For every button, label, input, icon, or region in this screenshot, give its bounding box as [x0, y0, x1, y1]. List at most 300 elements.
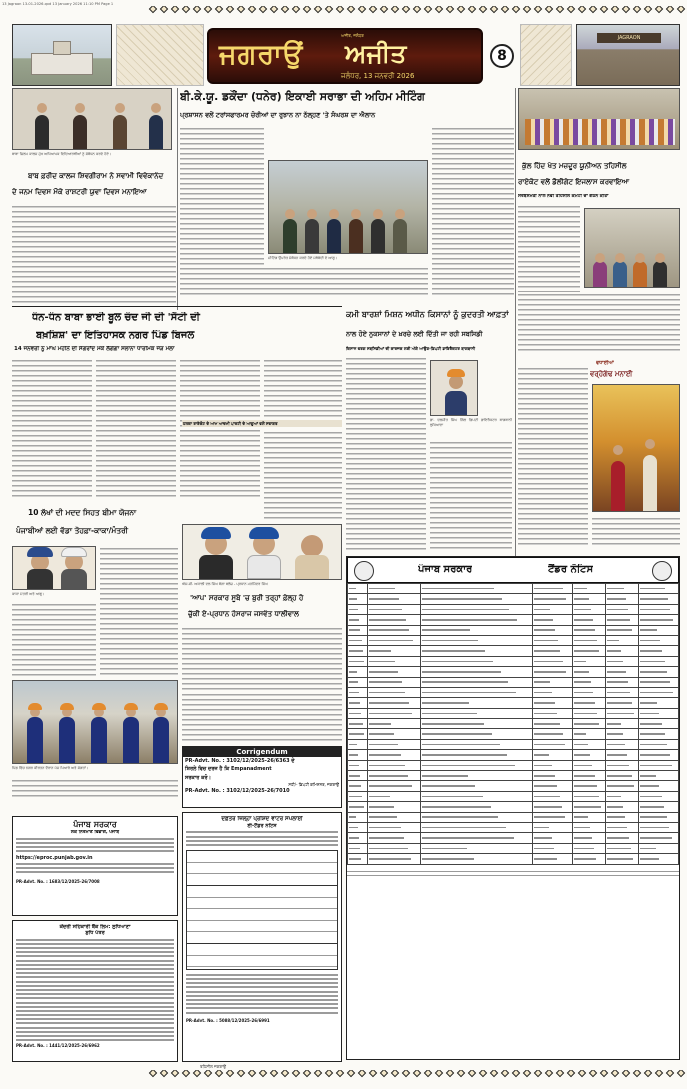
tender-cell — [367, 791, 420, 801]
tender-cell-text — [349, 816, 356, 818]
tender-cell-text — [349, 713, 361, 715]
tender-cell-text — [534, 848, 554, 850]
tender-cell — [606, 760, 639, 770]
tender-cell — [367, 812, 420, 822]
tender-cell-text — [349, 702, 360, 704]
tender-cell-text — [422, 775, 468, 777]
tender-cell — [573, 729, 606, 739]
tender-cell — [420, 594, 533, 604]
lead-subhead: ਪ੍ਰਸ਼ਾਸਨ ਵਲੋਂ ਟਰਾਂਸਫਾਰਮਰ ਚੋਰੀਆਂ ਦਾ ਰੁਝਾਨ ਨਾ ਠੱਲ੍ਹਣ 'ਤੇ ਸੰਘਰਸ਼ ਦਾ ਐਲਾਨ — [180, 111, 376, 119]
tender-cell — [533, 646, 573, 656]
tender-cell — [420, 677, 533, 687]
tender-cell-text — [574, 661, 586, 663]
tender-cell-text — [369, 671, 398, 673]
tender-cell-text — [574, 681, 591, 683]
tender-left-title: ਪੰਜਾਬ ਸਰਕਾਰ — [418, 564, 473, 575]
bottom-left-ad-footer: PR-Advt. No. : 1683/12/2025-26/7008 — [16, 879, 100, 885]
pwd-seal-icon — [652, 561, 672, 581]
tender-cell — [420, 635, 533, 645]
tender-cell — [420, 781, 533, 791]
tender-cell-text — [607, 692, 630, 694]
tender-cell-text — [422, 858, 475, 860]
tender-cell — [639, 760, 679, 770]
tender-cell-text — [534, 775, 554, 777]
aap-photo-caption: ਐਸ.ਸੀ. ਅਕਾਲੀ ਦਲ ਸਿੰਘ ਬੱਗਾ ਬਲੋਜ਼ - ਪ੍ਰਧਾਨ ਮਨਜਿੰਦਰ ਸਿੰਘ — [182, 582, 268, 586]
tender-cell — [606, 604, 639, 614]
tender-cell — [606, 739, 639, 749]
tender-cell-text — [607, 744, 625, 746]
tender-cell-text — [640, 692, 672, 694]
tender-cell — [367, 656, 420, 666]
tender-cell — [420, 625, 533, 635]
tender-cell — [573, 625, 606, 635]
tender-cell-text — [349, 806, 364, 808]
tender-cell-text — [349, 629, 360, 631]
tender-cell — [420, 584, 533, 594]
scan-header: 13 Jagraon 13-01-2026.qxd 13 January 2026 11:10 PM Page 1 — [2, 2, 114, 6]
union-subhead: ਸਰਬਸੰਮਤੀ ਨਾਲ ਨਵੀਂ ਤਹਿਸੀਲ ਕਮੇਟੀ ਦਾ ਗਠਨ ਕੀਤਾ — [518, 194, 609, 199]
tender-cell — [348, 739, 368, 749]
bottom-left-ad-title: ਪੰਜਾਬ ਸਰਕਾਰ — [73, 820, 117, 829]
tender-cell-text — [640, 775, 656, 777]
tender-cell-text — [534, 661, 563, 663]
tender-cell-text — [574, 806, 601, 808]
tender-cell — [606, 708, 639, 718]
tender-table — [347, 583, 679, 865]
tender-cell — [348, 771, 368, 781]
kisan-officer-caption: ਡਾ. ਦਲਜੀਤ ਸਿੰਘ ਗਿੱਲ ਡਿਪਟੀ ਡਾਇਰੈਕਟਰ ਬਾਗਬਾਨੀ ਲੁਧਿਆਣਾ — [430, 418, 512, 427]
column-rule-left — [177, 88, 178, 310]
tender-cell — [606, 615, 639, 625]
tender-cell-text — [534, 629, 555, 631]
tender-row — [348, 708, 679, 718]
tender-cell-text — [574, 588, 587, 590]
tender-cell — [639, 781, 679, 791]
tender-cell — [533, 719, 573, 729]
tender-cell — [639, 750, 679, 760]
tender-cell — [348, 698, 368, 708]
tender-cell — [367, 698, 420, 708]
tender-cell-text — [640, 588, 665, 590]
tender-cell-text — [574, 837, 592, 839]
tender-cell-text — [607, 785, 633, 787]
tender-cell-text — [369, 598, 399, 600]
decorative-bottom-border — [0, 1070, 687, 1089]
tender-cell — [420, 750, 533, 760]
tender-cell-text — [534, 816, 564, 818]
tender-cell — [420, 698, 533, 708]
tender-cell — [348, 667, 368, 677]
tender-cell — [420, 615, 533, 625]
bottom-mid-ad — [182, 812, 342, 1062]
tender-cell — [533, 854, 573, 864]
tender-cell-text — [349, 609, 358, 611]
tender-cell — [639, 708, 679, 718]
tender-cell — [367, 843, 420, 853]
kisan-subhead-2: ਕਿਸਾਨ ਵਰਗ ਸਬਸਿਡੀਆਂ ਦੀ ਕਾਰਜਕ ਲਈ ਅੱਗੇ ਆਉਣ-ਡਿਪਟੀ ਡਾਇਰੈਕਟਰ ਬਾਗਬਾਨੀ — [346, 346, 476, 351]
tender-cell-text — [534, 723, 560, 725]
tender-cell — [348, 656, 368, 666]
tender-cell — [348, 854, 368, 864]
tender-cell — [573, 781, 606, 791]
tender-cell — [573, 635, 606, 645]
tender-cell-text — [574, 827, 590, 829]
tender-cell — [348, 625, 368, 635]
tender-cell-text — [349, 827, 358, 829]
tender-cell-text — [607, 702, 632, 704]
tender-cell-text — [349, 661, 364, 663]
tender-row — [348, 750, 679, 760]
aap-body-bottom — [182, 626, 342, 690]
tender-cell — [420, 771, 533, 781]
kisan-officer-photo — [430, 360, 478, 416]
lead-headline: ਬੀ.ਕੇ.ਯੂ. ਡਕੌਂਦਾ (ਧਨੇਰ) ਇਕਾਈ ਸਰਾਭਾ ਦੀ ਅਹਿਮ ਮੀਟਿੰਗ — [180, 90, 425, 103]
tender-cell-text — [422, 827, 506, 829]
tender-cell-text — [574, 744, 588, 746]
tender-cell-text — [369, 692, 405, 694]
tender-cell — [639, 594, 679, 604]
tender-cell-text — [574, 858, 596, 860]
tender-cell-text — [640, 827, 669, 829]
tender-notice — [346, 556, 680, 1060]
tender-cell — [533, 625, 573, 635]
tender-cell-text — [534, 754, 549, 756]
corrigendum-footer: PR-Advt. No. : 3102/12/2025-26/7010 — [185, 787, 290, 794]
tender-cell-text — [534, 796, 559, 798]
tender-cell — [639, 635, 679, 645]
aap-body-top — [264, 430, 342, 522]
tender-row — [348, 635, 679, 645]
tender-cell-text — [349, 681, 358, 683]
tender-cell-text — [640, 796, 661, 798]
tender-cell-text — [422, 754, 507, 756]
college-headline-line1: ਬਾਬ ਫ਼ਰੀਦ ਕਾਲਜ ਸ਼ਿਵਗੀਰਾਮ ਨੇ ਸਵਾਮੀ ਵਿਵੇਕਾਨੰਦ — [28, 172, 164, 180]
tender-cell — [573, 822, 606, 832]
tender-cell-text — [607, 588, 624, 590]
tender-cell-text — [607, 796, 621, 798]
mid-body-4 — [264, 358, 342, 418]
tender-cell — [367, 594, 420, 604]
tender-cell-text — [534, 765, 552, 767]
college-photo-caption: ਬਾਬਾ ਸ਼ਿਲਪ ਕਾਲਜ ਮੁੱਖ ਅਧਿਆਪਕ ਵਿਦਿਆਰਥੀਆਂ ਨੂੰ ਸੰਬੋਧਨ ਕਰਦੇ ਹੋਏ। — [12, 152, 112, 156]
union-body — [518, 204, 580, 304]
tender-cell — [367, 771, 420, 781]
union-headline-line2: ਰਾਏਕੋਟ ਵਲੋਂ ਡੈਲੀਗੇਟ ਇਜਲਾਸ ਕਰਵਾਇਆ — [518, 178, 630, 186]
tender-cell-text — [422, 806, 491, 808]
tender-cell-text — [369, 744, 398, 746]
tender-cell — [606, 843, 639, 853]
tender-cell-text — [607, 837, 629, 839]
tender-cell-text — [369, 661, 395, 663]
tender-cell-text — [422, 713, 477, 715]
tender-cell — [420, 719, 533, 729]
union-headline-line1: ਕੁੱਲ ਹਿੰਦ ਖੇਤ ਮਜ਼ਦੂਰ ਯੂਨੀਅਨ ਤਹਿਸੀਲ — [522, 162, 627, 170]
tender-cell-text — [640, 837, 672, 839]
procession-photo — [12, 680, 178, 764]
tender-cell-text — [640, 681, 670, 683]
tender-cell-text — [422, 837, 514, 839]
masthead-left-photo — [12, 24, 112, 86]
tender-cell — [639, 646, 679, 656]
tender-cell-text — [369, 837, 404, 839]
tender-cell-text — [640, 640, 659, 642]
tender-cell — [348, 781, 368, 791]
tender-cell — [533, 677, 573, 687]
tender-cell — [533, 687, 573, 697]
college-headline-line2: ਦੇ ਜਨਮ ਦਿਵਸ ਮੌਕੇ ਰਾਸ਼ਟਰੀ ਯੁਵਾ ਦਿਵਸ ਮਨਾਇਆ — [12, 188, 147, 196]
tender-cell — [367, 760, 420, 770]
tender-cell-text — [607, 723, 621, 725]
tender-cell — [367, 719, 420, 729]
tender-cell — [367, 687, 420, 697]
tender-cell-text — [607, 640, 619, 642]
sports-photo-caption: ਕਾਕਾ ਮੰਤਰੀ ਅਤੇ ਆਗੂ। — [12, 592, 45, 596]
tender-cell — [533, 822, 573, 832]
tender-cell-text — [640, 650, 662, 652]
tender-cell — [573, 687, 606, 697]
tender-cell — [533, 635, 573, 645]
tender-cell — [420, 708, 533, 718]
tender-cell-text — [534, 733, 562, 735]
tender-cell — [533, 791, 573, 801]
tender-cell — [367, 604, 420, 614]
tender-cell-text — [349, 796, 362, 798]
tender-cell-text — [422, 598, 502, 600]
tender-cell-text — [422, 619, 517, 621]
tender-cell — [639, 739, 679, 749]
tender-row — [348, 594, 679, 604]
tender-cell — [639, 615, 679, 625]
mid-body-3 — [180, 358, 260, 498]
tender-row — [348, 760, 679, 770]
tender-cell — [367, 822, 420, 832]
tender-cell — [573, 750, 606, 760]
tender-cell-text — [369, 723, 391, 725]
bottom-left-ad-url: https://eproc.punjab.gov.in — [16, 854, 93, 861]
tender-cell-text — [640, 702, 657, 704]
tender-cell-text — [640, 661, 665, 663]
tender-cell-text — [422, 733, 492, 735]
tender-cell — [367, 584, 420, 594]
masthead-diamond-pattern-right — [520, 24, 572, 86]
tender-cell-text — [349, 650, 363, 652]
corrigendum-signature: ਸਹੀ/- ਡਿਪਟੀ ਕਮਿਸ਼ਨਰ, ਜਗਰਾਉਂ — [288, 781, 339, 787]
birthday-couple-photo — [592, 384, 680, 512]
tender-cell-text — [369, 858, 411, 860]
tender-row — [348, 667, 679, 677]
tender-row — [348, 698, 679, 708]
tender-cell-text — [640, 785, 659, 787]
tender-cell — [533, 698, 573, 708]
tender-cell-text — [607, 775, 631, 777]
tender-cell — [606, 719, 639, 729]
tender-cell-text — [349, 765, 359, 767]
tender-cell — [573, 708, 606, 718]
masthead-title-left: ਜਗਰਾਉਂ — [219, 39, 304, 70]
tender-cell — [639, 698, 679, 708]
tender-cell-text — [534, 827, 549, 829]
tender-cell-text — [607, 609, 628, 611]
tender-cell-text — [369, 609, 402, 611]
tender-cell — [573, 615, 606, 625]
tender-cell — [348, 843, 368, 853]
tender-cell-text — [349, 837, 359, 839]
college-story-body — [12, 204, 176, 304]
tender-cell-text — [369, 785, 412, 787]
lead-body-right — [432, 126, 514, 296]
tender-cell — [420, 760, 533, 770]
tender-cell — [533, 833, 573, 843]
tender-cell-text — [607, 598, 626, 600]
tender-cell — [348, 646, 368, 656]
tender-cell — [367, 615, 420, 625]
tender-cell-text — [640, 619, 673, 621]
birthday-body-lower — [592, 516, 680, 548]
tender-cell-text — [640, 598, 668, 600]
mid-headline-line2: ਬਖ਼ਸ਼ਿਸ਼' ਦਾ ਇਤਿਹਾਸਕ ਨਗਰ ਪਿੰਡ ਬਿਜਲ — [36, 330, 195, 341]
tender-cell — [606, 687, 639, 697]
tender-cell-text — [422, 661, 493, 663]
masthead-banner — [207, 28, 483, 84]
bank-ad-subtitle: ਸ਼ੁਧਿ ਪੱਤਰ — [85, 930, 105, 937]
lead-body-bottom — [180, 266, 428, 298]
aap-headline-line1: 'ਆਪ' ਸਰਕਾਰ ਸੂਬੇ 'ਚ ਬੁਰੀ ਤਰ੍ਹਾਂ ਫ਼ੇਲ੍ਹ ਹੋ — [190, 594, 304, 602]
tender-cell — [606, 646, 639, 656]
tender-row — [348, 833, 679, 843]
kisan-body-2 — [430, 440, 512, 552]
tender-row — [348, 584, 679, 594]
birthday-body — [518, 366, 588, 546]
tender-cell-text — [574, 629, 595, 631]
procession-body — [182, 692, 342, 744]
tender-cell — [606, 750, 639, 760]
tender-row — [348, 646, 679, 656]
tender-cell-text — [640, 733, 664, 735]
tender-cell — [348, 687, 368, 697]
water-ad-title: ਦਫ਼ਤਰ ਜ਼ਿਲ੍ਹਾ ਪ੍ਰੀਸ਼ਦ ਵਾਟਰ ਸਪਲਾਈ — [221, 816, 303, 822]
corrigendum-title: Corrigendum — [183, 747, 341, 757]
mid-body-1 — [12, 358, 92, 498]
tender-cell-text — [369, 765, 405, 767]
corrigendum-line2: ਸ਼ਿਰਲੇ ਵਿਚ ਦਰਜ ਹੈ ਕਿ Empanadment — [185, 766, 272, 773]
tender-cell-text — [534, 713, 557, 715]
tender-cell-text — [369, 733, 394, 735]
tender-cell-text — [349, 692, 359, 694]
tender-cell — [639, 833, 679, 843]
tender-cell — [533, 750, 573, 760]
tender-cell — [573, 843, 606, 853]
tender-cell-text — [422, 816, 499, 818]
tender-cell — [639, 854, 679, 864]
masthead-title-right: ਅਜੀਤ — [345, 39, 407, 68]
tender-cell — [639, 802, 679, 812]
tender-row — [348, 615, 679, 625]
tender-cell — [420, 739, 533, 749]
tender-cell — [420, 687, 533, 697]
tender-cell-text — [422, 671, 501, 673]
tender-cell-text — [349, 598, 357, 600]
tender-cell — [573, 656, 606, 666]
kisan-subhead-1: ਨਾਲ ਹੋਏ ਨੁਕਸਾਨਾਂ ਦੇ ਖ਼ਰਚੇ ਲਈ ਦਿੱਤੀ ਜਾ ਰਹੀ ਸਬਸਿਡੀ — [346, 330, 483, 338]
tender-cell — [367, 781, 420, 791]
tender-cell — [606, 677, 639, 687]
tender-cell-text — [534, 681, 549, 683]
union-meeting-photo — [518, 88, 680, 150]
tender-row — [348, 802, 679, 812]
union-body-lower — [518, 292, 680, 354]
tender-cell — [348, 760, 368, 770]
tender-cell — [420, 854, 533, 864]
tender-cell-text — [574, 775, 594, 777]
tender-cell-text — [422, 765, 515, 767]
water-ad-footer: PR-Advt. No. : 5088/12/2025-26/6991 — [186, 1017, 270, 1023]
tender-cell — [639, 656, 679, 666]
procession-body-2 — [12, 778, 178, 800]
sports-headline-line2: ਪੰਜਾਬੀਆਂ ਲਈ ਵੱਡਾ ਤੋਹਫ਼ਾ-ਕਾਕਾ/ਮੰਤਰੀ — [16, 526, 129, 535]
tender-cell-text — [640, 723, 662, 725]
tender-cell-text — [640, 713, 659, 715]
tender-cell — [533, 771, 573, 781]
tender-cell-text — [349, 785, 361, 787]
tender-cell-text — [574, 640, 597, 642]
tender-cell — [420, 802, 533, 812]
tender-cell — [367, 677, 420, 687]
tender-cell-text — [534, 609, 550, 611]
tender-cell-text — [607, 858, 633, 860]
tender-cell-text — [369, 650, 391, 652]
tender-cell — [367, 708, 420, 718]
tender-cell — [573, 594, 606, 604]
tender-cell — [348, 802, 368, 812]
tender-cell-text — [422, 588, 494, 590]
tender-row — [348, 781, 679, 791]
tender-cell — [367, 667, 420, 677]
tender-cell — [573, 677, 606, 687]
tender-row — [348, 812, 679, 822]
tender-cell — [533, 781, 573, 791]
tender-cell — [573, 812, 606, 822]
tender-cell-text — [607, 827, 627, 829]
tender-cell — [606, 698, 639, 708]
tender-cell — [533, 812, 573, 822]
mid-body-2 — [96, 358, 176, 498]
tender-cell-text — [369, 588, 395, 590]
tender-cell-text — [640, 744, 667, 746]
tender-cell — [420, 833, 533, 843]
tender-cell — [367, 802, 420, 812]
tender-cell-text — [574, 723, 599, 725]
tender-cell-text — [640, 609, 670, 611]
birthday-label: ਵਧਾਈਆਂ — [596, 360, 614, 366]
college-event-photo — [12, 88, 172, 150]
tender-cell — [639, 667, 679, 677]
tender-cell — [533, 594, 573, 604]
tender-cell-text — [369, 816, 397, 818]
tender-cell — [639, 822, 679, 832]
tender-cell — [639, 677, 679, 687]
tender-cell-text — [574, 713, 597, 715]
tender-cell-text — [349, 754, 358, 756]
tender-row — [348, 677, 679, 687]
decorative-kite-border — [0, 6, 687, 14]
tender-cell — [348, 812, 368, 822]
tender-cell-text — [607, 671, 625, 673]
tender-cell — [348, 615, 368, 625]
tender-cell — [573, 646, 606, 656]
bottom-left-ad-dept: ਲੋਕ ਨਿਰਮਾਣ ਵਿਭਾਗ, ਪੰਜਾਬ — [70, 830, 120, 835]
tender-cell-text — [574, 598, 589, 600]
tender-cell-text — [607, 713, 634, 715]
